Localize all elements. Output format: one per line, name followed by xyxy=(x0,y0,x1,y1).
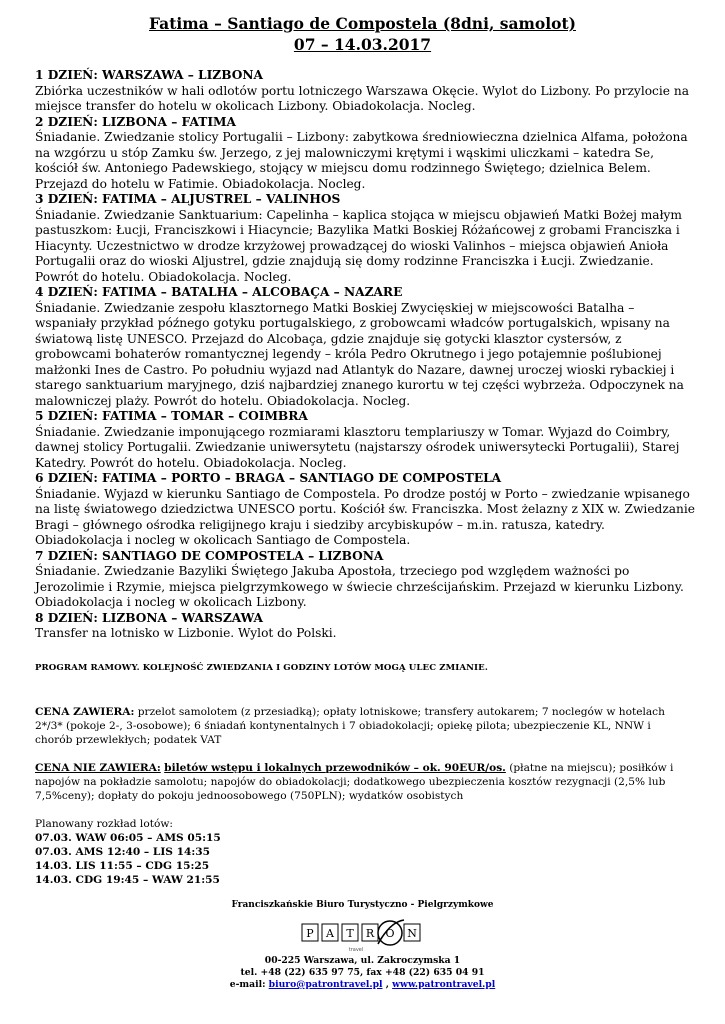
day-section xyxy=(35,409,695,471)
itinerary xyxy=(35,68,695,642)
logo-letter: A xyxy=(326,927,334,940)
day-text: Śniadanie. Zwiedzanie Bazyliki Świętego Jakuba Apostoła, trzeciego pod względem ważności po Jerozolimie i Rzymie, miejsca pielgrzymkowego w świecie chrześcijańskim. Przejazd w kierunku Lizbony. Obiadokolacja i nocleg w okolicach Lizbony. xyxy=(35,564,684,609)
flight-schedule xyxy=(35,817,221,887)
price-excludes xyxy=(35,761,685,803)
email-prefix: e-mail: xyxy=(229,979,269,990)
logo-letter: R xyxy=(365,927,375,940)
flight-row: 14.03. CDG 19:45 – WAW 21:55 xyxy=(35,874,220,886)
website-link[interactable]: www.patrontravel.pl xyxy=(392,979,496,990)
company-phone: tel. +48 (22) 635 97 75, fax +48 (22) 635 04 91 xyxy=(240,967,485,978)
day-heading: 3 DZIEŃ: FATIMA – ALJUSTREL – VALINHOS xyxy=(35,192,341,206)
day-heading: 8 DZIEŃ: LIZBONA – WARSZAWA xyxy=(35,610,263,625)
program-note: PROGRAM RAMOWY. KOLEJNOŚĆ ZWIEDZANIA I GODZINY LOTÓW MOGĄ ULEC ZMIANIE. xyxy=(35,663,488,673)
price-includes-text: przelot samolotem (z przesiadką); opłaty lotniskowe; transfery autokarem; 7 noclegów w hotelach 2*/3* (pokoje 2-, 3-osobowe); 6 śniadań kontynentalnych i 7 obiadokolacji; opiekę pilota; ubezpieczenie KL, NNW i chorób przewlekłych; podatek VAT xyxy=(35,706,665,746)
day-text: Śniadanie. Zwiedzanie stolicy Portugalii – Lizbony: zabytkowa średniowieczna dzielnica Alfama, położona na wzgórzu u stóp Zamku św. Jerzego, z jej malowniczymi krętymi i wąskimi uliczkami – katedra Se, kościół św. Antoniego Padewskiego, stojący w miejscu domu rodzinnego Świętego; dzielnica Belem. Przejazd do hotelu w Fatimie. Obiadokolacja. Nocleg. xyxy=(35,130,688,191)
patron-logo xyxy=(300,918,425,954)
company-contact xyxy=(0,979,725,991)
day-heading: 6 DZIEŃ: FATIMA – PORTO – BRAGA – SANTIAGO DE COMPOSTELA xyxy=(35,471,502,485)
day-section xyxy=(35,611,695,642)
flight-row: 07.03. WAW 06:05 – AMS 05:15 xyxy=(35,832,221,844)
day-heading: 1 DZIEŃ: WARSZAWA – LIZBONA xyxy=(35,68,263,82)
day-section xyxy=(35,471,695,549)
day-text: Transfer na lotnisko w Lizbonie. Wylot do Polski. xyxy=(35,626,337,640)
day-text: Śniadanie. Zwiedzanie Sanktuarium: Capelinha – kaplica stojąca w miejscu objawień Matki Bożej małym pastuszkom: Łucji, Franciszkowi i Hiacyncie; Bazylika Matki Boskiej Różańcowej z grobami Franciszka i Hiacynty. Uczestnictwo w drodze krzyżowej prowadzącej do wioski Valinhos – miejsca objawień Anioła Portugalii oraz do wioski Aljustrel, gdzie znajdują się domy rodzinne Franciszka i Łucji. Zwiedzanie. Powrót do hotelu. Obiadokolacja. Nocleg. xyxy=(35,207,682,284)
logo-letter: P xyxy=(306,927,314,940)
email-link[interactable]: biuro@patrontravel.pl xyxy=(268,979,383,990)
day-section xyxy=(35,549,695,611)
price-excludes-highlight: biletów wstępu i lokalnych przewodników – ok. 90EUR/os. xyxy=(164,762,506,774)
day-text: Śniadanie. Zwiedzanie zespołu klasztornego Matki Boskiej Zwycięskiej w miejscowości Batalha – wspaniały przykład późnego gotyku portugalskiego, z grobowcami władców portugalskich, wpisany na światową listę UNESCO. Przejazd do Alcobaça, gdzie znajduje się gotycki klasztor cystersów, z grobowcami bohaterów romantycznej legendy – króla Pedro Okrutnego i jego potajemnie poślubionej małżonki Ines de Castro. Po południu wyjazd nad Atlantyk do Nazare, dawnej uroczej wioski rybackiej i starego sanktuarium maryjnego, dziś najbardziej znanego kurortu w tej części wybrzeża. Odpoczynek na malowniczej plaży. Powrót do hotelu. Obiadokolacja. Nocleg. xyxy=(35,300,684,408)
flight-schedule-label: Planowany rozkład lotów: xyxy=(35,818,173,830)
company-address: 00-225 Warszawa, ul. Zakroczymska 1 xyxy=(264,955,461,966)
day-heading: 2 DZIEŃ: LIZBONA – FATIMA xyxy=(35,114,236,129)
day-section xyxy=(35,192,695,285)
day-section xyxy=(35,285,695,409)
day-section xyxy=(35,115,695,193)
day-text: Śniadanie. Wyjazd w kierunku Santiago de Compostela. Po drodze postój w Porto – zwiedzanie wpisanego na listę światowego dziedzictwa UNESCO portu. Kościół św. Franciszka. Most żelazny z XIX w. Zwiedzanie Bragi – głównego ośrodka religijnego kraju i siedziby arcybiskupów – m.in. ratusza, katedry. Obiadokolacja i nocleg w okolicach Santiago de Compostela. xyxy=(35,486,695,547)
logo-subtext: travel xyxy=(348,947,364,953)
day-text: Śniadanie. Zwiedzanie imponującego rozmiarami klasztoru templariuszy w Tomar. Wyjazd do Coimbry, dawnej stolicy Portugalii. Zwiedzanie uniwersytetu (najstarszy ośrodek uniwersytecki Portugalii), Starej Katedry. Powrót do hotelu. Obiadokolacja. Nocleg. xyxy=(35,424,680,470)
logo-letter: T xyxy=(346,927,354,940)
logo-letter: O xyxy=(385,927,395,940)
flight-row: 07.03. AMS 12:40 – LIS 14:35 xyxy=(35,846,211,858)
price-excludes-label: CENA NIE ZAWIERA: xyxy=(35,762,161,774)
contact-separator: , xyxy=(382,979,393,990)
flight-row: 14.03. LIS 11:55 – CDG 15:25 xyxy=(35,860,210,872)
document-dates: 07 – 14.03.2017 xyxy=(293,35,432,54)
price-includes-label: CENA ZAWIERA: xyxy=(35,706,135,718)
document-title: Fatima – Santiago de Compostela (8dni, samolot) xyxy=(149,14,576,33)
day-text: Zbiórka uczestników w hali odlotów portu lotniczego Warszawa Okęcie. Wylot do Lizbony. Po przylocie na miejsce transfer do hotelu w okolicach Lizbony. Obiadokolacja. Nocleg. xyxy=(35,83,689,113)
day-section xyxy=(35,68,695,115)
price-includes xyxy=(35,705,685,747)
day-heading: 4 DZIEŃ: FATIMA – BATALHA – ALCOBAÇA – NAZARE xyxy=(35,285,403,299)
day-heading: 7 DZIEŃ: SANTIAGO DE COMPOSTELA – LIZBONA xyxy=(35,548,384,563)
logo-letter: N xyxy=(407,927,417,940)
company-name: Franciszkańskie Biuro Turystyczno - Pielgrzymkowe xyxy=(231,900,494,910)
price-excludes-text: (płatne na miejscu); posiłków i napojów na pokładzie samolotu; napojów do obiadokolacji; dodatkowego ubezpieczenia kosztów rezygnacji (2,5% lub 7,5%ceny); dopłaty do pokoju jednoosobowego (750PLN); wydatków osobistych xyxy=(35,762,674,802)
day-heading: 5 DZIEŃ: FATIMA – TOMAR – COIMBRA xyxy=(35,409,308,423)
